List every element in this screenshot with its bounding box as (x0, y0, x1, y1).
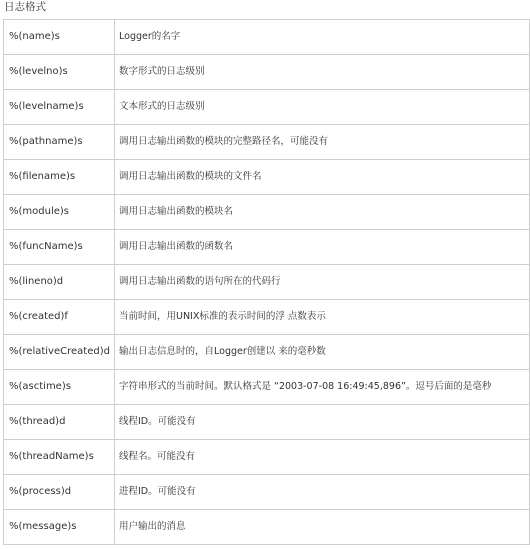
table-row (4, 230, 530, 265)
format-description-cell: 用户输出的消息 (115, 510, 530, 545)
table-row (4, 125, 530, 160)
format-description-cell: 数字形式的日志级别 (115, 55, 530, 90)
format-key-cell: %(pathname)s (4, 125, 115, 160)
table-row (4, 510, 530, 545)
table-row (4, 195, 530, 230)
table-row (4, 265, 530, 300)
format-key-cell: %(funcName)s (4, 230, 115, 265)
format-description-cell: 调用日志输出函数的模块的文件名 (115, 160, 530, 195)
table-row (4, 475, 530, 510)
log-format-table-body (4, 20, 530, 545)
format-description-cell: 线程名。可能没有 (115, 440, 530, 475)
format-key-cell: %(lineno)d (4, 265, 115, 300)
format-key-cell: %(asctime)s (4, 370, 115, 405)
format-description-cell: 调用日志输出函数的模块的完整路径名，可能没有 (115, 125, 530, 160)
format-description-cell: Logger的名字 (115, 20, 530, 55)
format-description-cell: 输出日志信息时的，自Logger创建以 来的毫秒数 (115, 335, 530, 370)
format-key-cell: %(filename)s (4, 160, 115, 195)
format-key-cell: %(created)f (4, 300, 115, 335)
table-row (4, 20, 530, 55)
table-row (4, 370, 530, 405)
format-key-cell: %(levelname)s (4, 90, 115, 125)
format-description-cell: 调用日志输出函数的函数名 (115, 230, 530, 265)
log-format-table (3, 19, 530, 545)
format-description-cell: 线程ID。可能没有 (115, 405, 530, 440)
page-title: 日志格式 (4, 1, 46, 13)
format-key-cell: %(thread)d (4, 405, 115, 440)
format-description-cell: 当前时间，用UNIX标准的表示时间的浮 点数表示 (115, 300, 530, 335)
format-description-cell: 字符串形式的当前时间。默认格式是 “2003-07-08 16:49:45,896”。逗号后面的是毫秒 (115, 370, 530, 405)
table-row (4, 405, 530, 440)
format-key-cell: %(name)s (4, 20, 115, 55)
format-key-cell: %(module)s (4, 195, 115, 230)
table-row (4, 55, 530, 90)
table-row (4, 335, 530, 370)
format-description-cell: 文本形式的日志级别 (115, 90, 530, 125)
format-key-cell: %(relativeCreated)d (4, 335, 115, 370)
table-row (4, 300, 530, 335)
format-description-cell: 调用日志输出函数的模块名 (115, 195, 530, 230)
table-row (4, 440, 530, 475)
format-key-cell: %(message)s (4, 510, 115, 545)
format-description-cell: 进程ID。可能没有 (115, 475, 530, 510)
format-key-cell: %(levelno)s (4, 55, 115, 90)
table-row (4, 90, 530, 125)
format-key-cell: %(process)d (4, 475, 115, 510)
table-row (4, 160, 530, 195)
format-description-cell: 调用日志输出函数的语句所在的代码行 (115, 265, 530, 300)
format-key-cell: %(threadName)s (4, 440, 115, 475)
